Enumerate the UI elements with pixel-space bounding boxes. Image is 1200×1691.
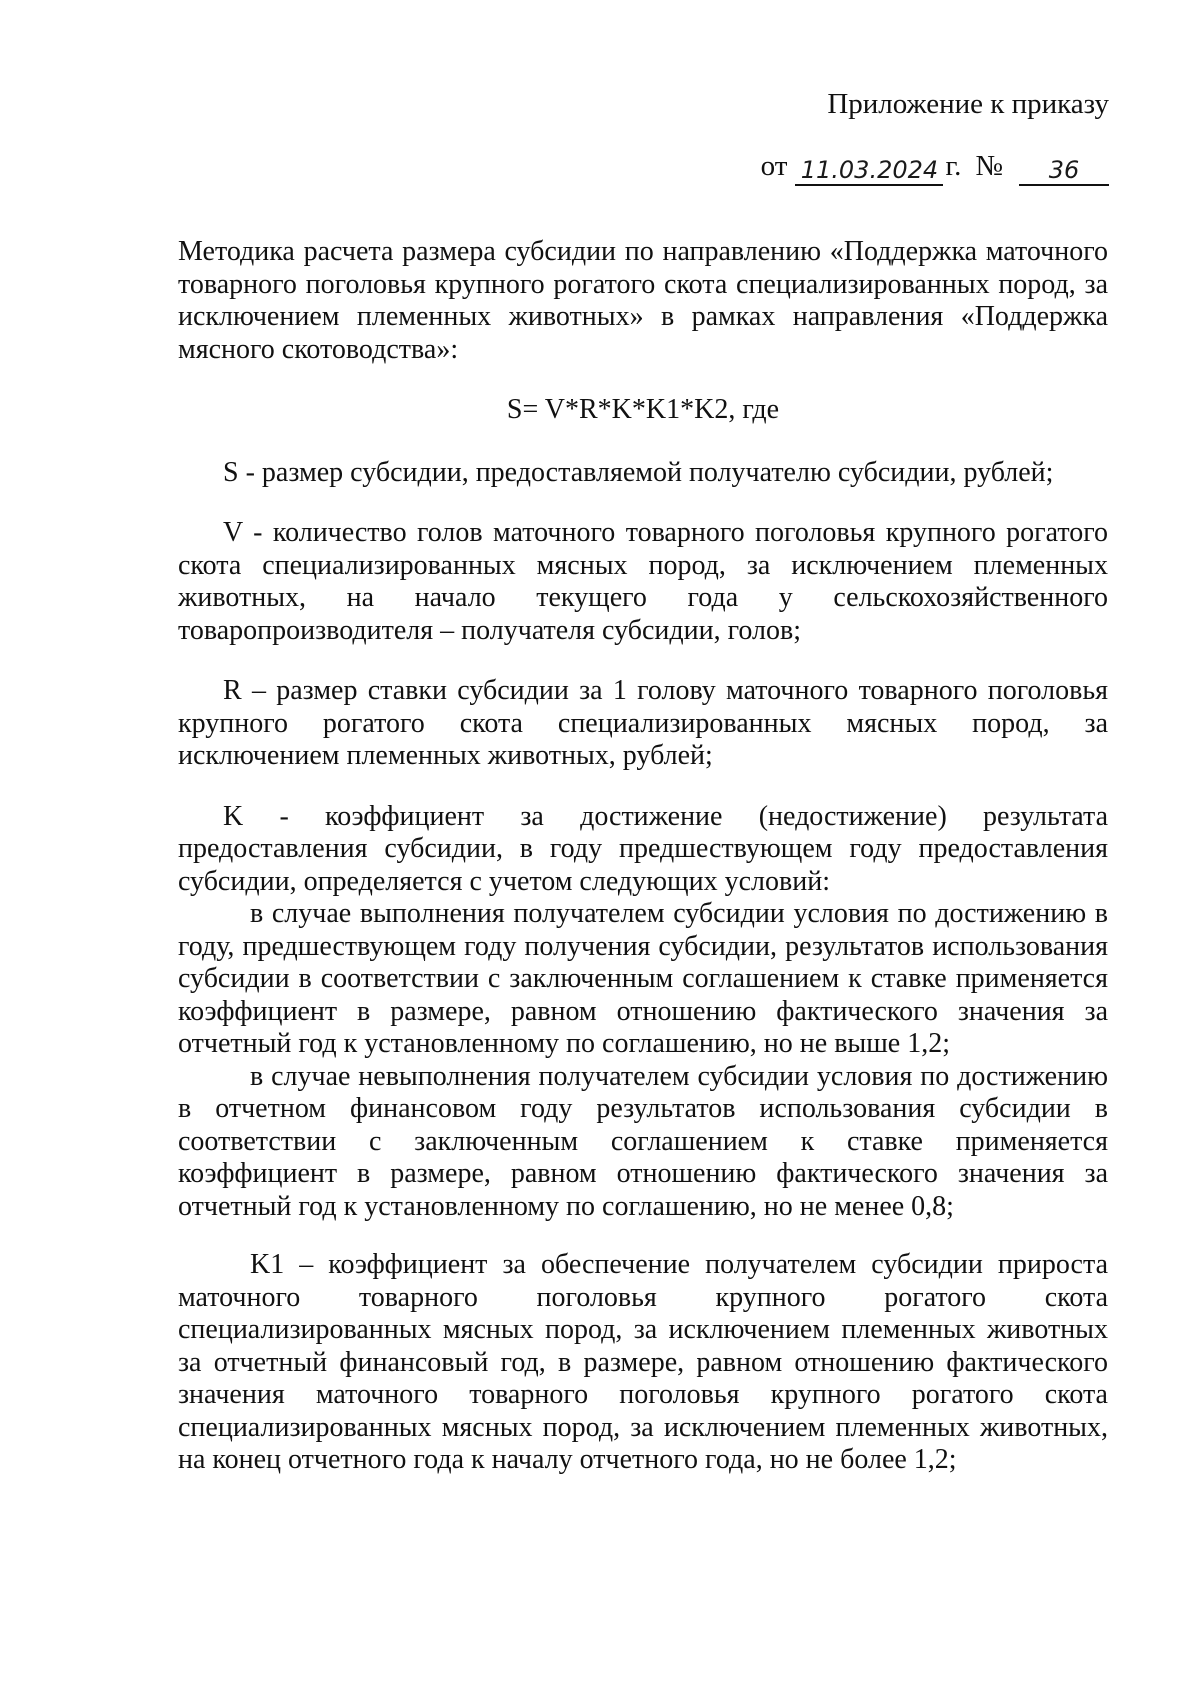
number-sign: № [975, 150, 1003, 182]
definition-r: R – размер ставки субсидии за 1 голову маточного товарного поголовья крупного рогатого скота специализированных мясных пород, за исключением племенных животных, рублей; [178, 675, 1108, 771]
from-prefix: от [760, 150, 788, 182]
definition-k: K - коэффициент за достижение (недостижение) результата предоставления субсидии, в году предшествующем году предоставления субсидии, определяется с учетом следующих условий: [178, 800, 1108, 897]
subsidy-formula: S= V*R*K*K1*K2, где [506, 394, 780, 425]
appendix-label: Приложение к приказу [827, 88, 1109, 120]
k-condition-not-fulfilled: в случае невыполнения получателем субсидии условия по достижению в отчетном финансовом году результатов использования субсидии в соответствии с заключенным соглашением к ставке применяется коэффициент в размере, равном отношению фактического значения за отчетный год к установленному по соглашению, но не менее 0,8; [178, 1060, 1108, 1222]
order-number-handwritten: 36 [1019, 156, 1109, 186]
appendix-header [761, 84, 1109, 186]
document-body [178, 236, 1108, 1477]
order-date-handwritten: 11.03.2024 [795, 156, 943, 186]
k-condition-fulfilled: в случае выполнения получателем субсидии условия по достижению в году, предшествующем году получения субсидии, результатов использования субсидии в соответствии с заключенным соглашением к ставке применяется коэффициент в размере, равном отношению фактического значения за отчетный год к установленному по соглашению, но не выше 1,2; [178, 898, 1108, 1059]
order-reference-line [761, 146, 1109, 186]
year-suffix: г. [945, 150, 962, 182]
methodology-title: Методика расчета размера субсидии по направлению «Поддержка маточного товарного поголовья крупного рогатого скота специализированных пород, за исключением племенных животных» в рамках направления «Поддержка мясного скотоводства»: [178, 236, 1108, 365]
definition-v: V - количество голов маточного товарного поголовья крупного рогатого скота специализированных мясных пород, за исключением племенных животных, на начало текущего года у сельскохозяйственного товаропроизводителя – получателя субсидии, голов; [178, 517, 1108, 646]
definition-s: S - размер субсидии, предоставляемой получателю субсидии, рублей; [223, 456, 1054, 488]
definition-k1: K1 – коэффициент за обеспечение получателем субсидии прироста маточного товарного поголовья крупного рогатого скота специализированных мясных пород, за исключением племенных животных за отчетный финансовый год, в размере, равном отношению фактического значения маточного товарного поголовья крупного рогатого скота специализированных мясных пород, за исключением племенных животных, на конец отчетного года к началу отчетного года, но не более 1,2; [178, 1249, 1108, 1475]
